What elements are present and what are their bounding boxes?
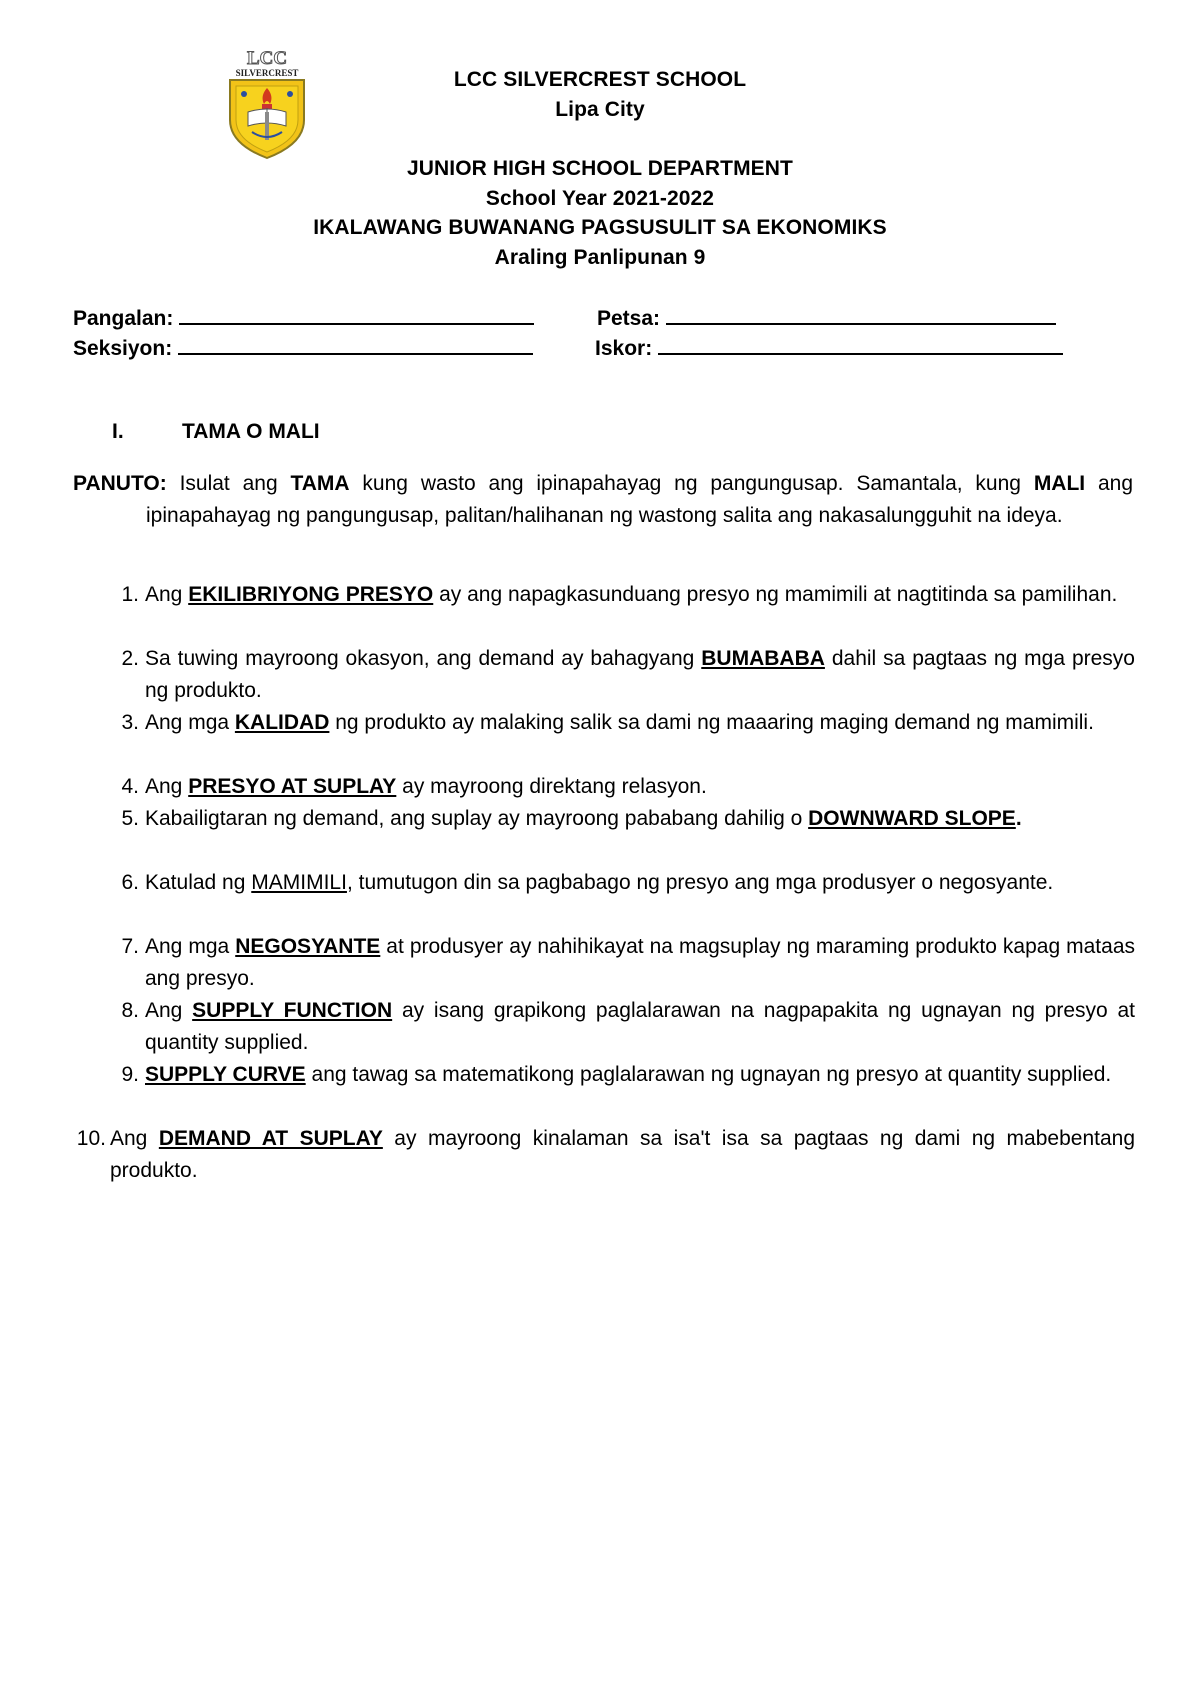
question-item <box>121 1059 1135 1091</box>
question-item <box>121 707 1135 739</box>
question-keyword: MAMIMILI <box>251 871 347 894</box>
question-keyword: PRESYO AT SUPLAY <box>188 775 397 798</box>
question-text: , tumutugon din sa pagbabago ng presyo ang mga produsyer o negosyante. <box>346 871 1054 894</box>
exam-title: IKALAWANG BUWANANG PAGSUSULIT SA EKONOMIKS <box>313 216 887 239</box>
question-number: 8. <box>121 999 139 1022</box>
question-item <box>121 803 1135 835</box>
question-text: at produsyer ay nahihikayat na magsuplay ng maraming produkto kapag mataas ang presyo. <box>145 935 1136 990</box>
question-text: ay mayroong direktang relasyon. <box>396 775 707 798</box>
question-number: 1. <box>121 583 139 606</box>
question-keyword: SUPPLY FUNCTION <box>192 999 393 1022</box>
question-item <box>121 931 1136 995</box>
instructions-text: kung wasto ang ipinapahayag ng pangungusap. Samantala, kung <box>349 472 1034 495</box>
question-text: Ang <box>145 583 189 606</box>
question-text: ay isang grapikong paglalarawan na nagpapakita ng ugnayan ng presyo at quantity supplied. <box>145 999 1135 1054</box>
score-blank[interactable] <box>658 335 1063 355</box>
question-text: Ang mga <box>145 935 236 958</box>
question-number: 10. <box>76 1127 106 1150</box>
question-text: Katulad ng <box>145 871 252 894</box>
name-field[interactable] <box>73 305 534 331</box>
question-text: Ang mga <box>145 711 235 734</box>
question-text: Ang <box>145 775 189 798</box>
question-number: 7. <box>121 935 139 958</box>
question-keyword: KALIDAD <box>234 711 330 734</box>
subject: Araling Panlipunan 9 <box>494 246 706 269</box>
school-name: LCC SILVERCREST SCHOOL <box>453 68 747 91</box>
question-item <box>121 643 1135 707</box>
question-item <box>121 771 1135 803</box>
section-blank[interactable] <box>178 335 533 355</box>
question-text: Ang <box>145 999 193 1022</box>
question-text: dahil sa pagtaas ng mga presyo ng produkto. <box>145 647 1135 702</box>
name-label: Pangalan: <box>73 307 174 330</box>
question-keyword: BUMABABA <box>701 647 825 670</box>
question-text: ang tawag sa matematikong paglalarawan ng ugnayan ng presyo at quantity supplied. <box>305 1063 1112 1086</box>
question-item <box>121 995 1135 1059</box>
question-text: ay mayroong kinalaman sa isa't isa sa pagtaas ng dami ng mabebentang produkto. <box>110 1127 1135 1182</box>
school-year: School Year 2021-2022 <box>485 187 715 210</box>
question-keyword: DEMAND AT SUPLAY <box>158 1127 383 1150</box>
question-text: Sa tuwing mayroong okasyon, ang demand ay bahagyang <box>145 647 702 670</box>
instructions-text: Isulat ang <box>166 472 291 495</box>
question-number: 3. <box>121 711 139 734</box>
name-blank[interactable] <box>179 305 534 325</box>
question-number: 6. <box>121 871 139 894</box>
logo-text-top: LCC <box>246 48 288 69</box>
question-keyword: SUPPLY CURVE <box>145 1063 306 1086</box>
score-label: Iskor: <box>595 337 653 360</box>
question-text: ng produkto ay malaking salik sa dami ng maaaring maging demand ng mamimili. <box>329 711 1094 734</box>
question-text: Kabailigtaran ng demand, ang suplay ay mayroong pababang dahilig o <box>145 807 809 830</box>
instructions-tama: TAMA <box>290 472 350 495</box>
question-keyword: DOWNWARD SLOPE <box>808 807 1016 830</box>
question-number: 4. <box>121 775 139 798</box>
date-blank[interactable] <box>666 305 1056 325</box>
date-field[interactable] <box>597 305 1056 331</box>
instructions-text: ang ipinapahayag ng pangungusap, palitan/halihanan ng wastong salita ang nakasalungguhit na ideya. <box>146 472 1134 527</box>
section-field[interactable] <box>73 335 533 361</box>
question-text: ay ang napagkasunduang presyo ng mamimili at nagtitinda sa pamilihan. <box>433 583 1118 606</box>
logo-text-bottom: SILVERCREST <box>235 68 299 78</box>
department: JUNIOR HIGH SCHOOL DEPARTMENT <box>407 157 793 180</box>
question-item <box>121 867 1135 899</box>
question-item <box>76 1123 1135 1187</box>
date-label: Petsa: <box>597 307 661 330</box>
instructions-label: PANUTO: <box>73 472 167 495</box>
instructions-mali: MALI <box>1033 472 1086 495</box>
section-label: Seksiyon: <box>73 337 173 360</box>
section-title-text: TAMA O MALI <box>182 420 320 443</box>
section-roman: I. <box>112 420 124 443</box>
city: Lipa City <box>555 98 645 121</box>
question-keyword: NEGOSYANTE <box>235 935 381 958</box>
question-text: . <box>1015 807 1022 830</box>
score-field[interactable] <box>595 335 1063 361</box>
section-heading <box>112 420 320 444</box>
question-number: 5. <box>121 807 139 830</box>
question-item <box>121 579 1135 611</box>
question-text: Ang <box>110 1127 159 1150</box>
question-number: 9. <box>121 1063 139 1086</box>
question-number: 2. <box>121 647 139 670</box>
question-keyword: EKILIBRIYONG PRESYO <box>188 583 434 606</box>
instructions <box>73 468 1133 532</box>
